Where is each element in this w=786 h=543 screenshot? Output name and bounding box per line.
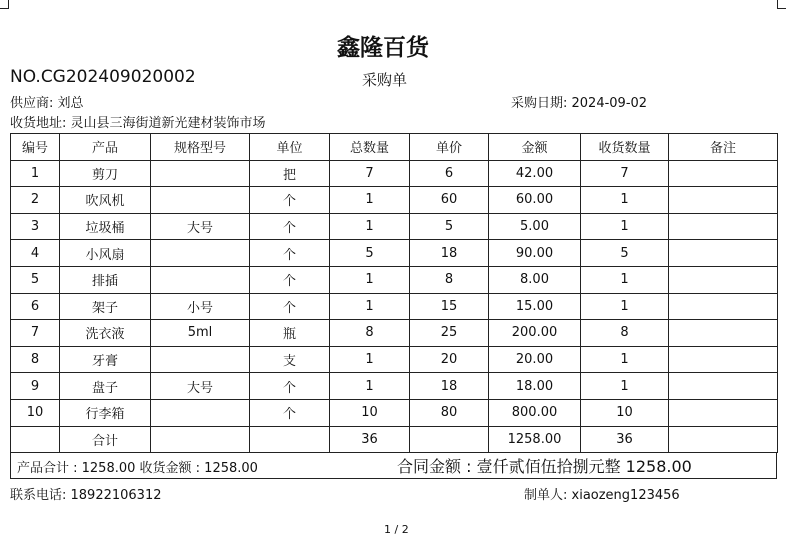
total-cell: 合计 (60, 426, 151, 453)
table-cell: 6 (410, 160, 489, 187)
table-cell: 9 (11, 373, 60, 400)
table-cell: 1 (581, 187, 669, 214)
table-row (11, 240, 778, 267)
table-cell (669, 320, 778, 347)
column-header: 单价 (410, 134, 489, 161)
table-cell: 7 (11, 320, 60, 347)
table-cell: 800.00 (489, 399, 581, 426)
table-cell: 15.00 (489, 293, 581, 320)
table-cell: 行李箱 (60, 399, 151, 426)
total-cell (151, 426, 250, 453)
table-cell: 60 (410, 187, 489, 214)
purchase-items-table (10, 133, 778, 453)
table-cell (151, 266, 250, 293)
table-row (11, 160, 778, 187)
table-cell: 1 (581, 293, 669, 320)
table-cell (669, 373, 778, 400)
page-number: 1 / 2 (384, 523, 409, 536)
table-cell (669, 346, 778, 373)
table-row (11, 399, 778, 426)
table-cell: 个 (250, 399, 330, 426)
prepared-by: 制单人: xiaozeng123456 (524, 488, 680, 503)
table-row (11, 266, 778, 293)
table-cell: 80 (410, 399, 489, 426)
table-cell: 1 (330, 373, 410, 400)
table-cell: 90.00 (489, 240, 581, 267)
column-header: 单位 (250, 134, 330, 161)
table-cell: 个 (250, 266, 330, 293)
total-cell (250, 426, 330, 453)
table-row (11, 320, 778, 347)
table-cell: 个 (250, 293, 330, 320)
table-cell: 15 (410, 293, 489, 320)
table-cell: 20.00 (489, 346, 581, 373)
total-cell: 36 (581, 426, 669, 453)
table-cell (151, 160, 250, 187)
table-cell: 8 (581, 320, 669, 347)
table-cell: 25 (410, 320, 489, 347)
supplier: 供应商: 刘总 (10, 96, 84, 111)
table-cell: 牙膏 (60, 346, 151, 373)
table-row (11, 187, 778, 214)
column-header: 规格型号 (151, 134, 250, 161)
table-cell: 小风扇 (60, 240, 151, 267)
table-cell: 4 (11, 240, 60, 267)
document-type: 采购单 (362, 71, 408, 89)
table-cell: 3 (11, 213, 60, 240)
table-row (11, 293, 778, 320)
table-cell: 个 (250, 240, 330, 267)
table-cell: 盘子 (60, 373, 151, 400)
total-cell: 36 (330, 426, 410, 453)
table-cell: 20 (410, 346, 489, 373)
column-header: 产品 (60, 134, 151, 161)
table-cell: 60.00 (489, 187, 581, 214)
table-cell: 5 (11, 266, 60, 293)
summary-totals: 产品合计 : 1258.00 收货金额 : 1258.00 (17, 461, 258, 476)
table-cell (151, 346, 250, 373)
table-cell: 8 (330, 320, 410, 347)
table-cell: 1 (330, 187, 410, 214)
table-cell: 18.00 (489, 373, 581, 400)
table-cell: 架子 (60, 293, 151, 320)
table-cell: 排插 (60, 266, 151, 293)
table-cell: 垃圾桶 (60, 213, 151, 240)
table-row (11, 346, 778, 373)
table-cell (669, 293, 778, 320)
table-cell: 1 (330, 293, 410, 320)
table-cell: 1 (330, 346, 410, 373)
table-cell: 1 (581, 373, 669, 400)
table-cell: 1 (330, 266, 410, 293)
table-cell (151, 399, 250, 426)
table-cell (151, 187, 250, 214)
table-cell: 5 (581, 240, 669, 267)
table-cell: 5 (330, 240, 410, 267)
column-header: 金额 (489, 134, 581, 161)
table-cell: 200.00 (489, 320, 581, 347)
table-cell: 1 (11, 160, 60, 187)
column-header: 备注 (669, 134, 778, 161)
company-title: 鑫隆百货 (337, 35, 429, 61)
table-cell: 10 (581, 399, 669, 426)
table-cell: 把 (250, 160, 330, 187)
table-cell: 18 (410, 240, 489, 267)
column-header: 编号 (11, 134, 60, 161)
table-cell: 个 (250, 373, 330, 400)
contact-phone: 联系电话: 18922106312 (10, 488, 162, 503)
crop-mark-top-right (777, 0, 786, 9)
table-cell: 8 (410, 266, 489, 293)
table-cell: 个 (250, 187, 330, 214)
table-cell (669, 213, 778, 240)
table-cell: 10 (11, 399, 60, 426)
table-cell (669, 240, 778, 267)
table-cell: 剪刀 (60, 160, 151, 187)
table-cell: 洗衣液 (60, 320, 151, 347)
table-row (11, 213, 778, 240)
total-cell: 1258.00 (489, 426, 581, 453)
column-header: 总数量 (330, 134, 410, 161)
total-cell (669, 426, 778, 453)
table-cell: 1 (581, 346, 669, 373)
table-cell: 10 (330, 399, 410, 426)
table-cell: 6 (11, 293, 60, 320)
table-cell: 大号 (151, 213, 250, 240)
table-cell: 瓶 (250, 320, 330, 347)
table-cell: 42.00 (489, 160, 581, 187)
table-cell: 7 (581, 160, 669, 187)
table-cell: 小号 (151, 293, 250, 320)
table-cell: 5 (410, 213, 489, 240)
table-cell: 8.00 (489, 266, 581, 293)
purchase-date: 采购日期: 2024-09-02 (511, 96, 648, 111)
table-cell: 1 (330, 213, 410, 240)
table-cell (669, 187, 778, 214)
table-row (11, 373, 778, 400)
total-cell (410, 426, 489, 453)
order-number: NO.CG202409020002 (10, 67, 196, 87)
table-cell: 吹风机 (60, 187, 151, 214)
contract-amount: 合同金额 : 壹仟贰佰伍拾捌元整 1258.00 (397, 457, 692, 476)
table-cell: 7 (330, 160, 410, 187)
table-cell: 大号 (151, 373, 250, 400)
table-cell: 5.00 (489, 213, 581, 240)
total-row (11, 426, 778, 453)
table-cell: 支 (250, 346, 330, 373)
delivery-address: 收货地址: 灵山县三海街道新光建材装饰市场 (10, 116, 266, 131)
table-cell (669, 266, 778, 293)
column-header: 收货数量 (581, 134, 669, 161)
crop-mark-top-left (0, 0, 9, 9)
table-cell (151, 240, 250, 267)
table-cell: 个 (250, 213, 330, 240)
table-cell: 2 (11, 187, 60, 214)
table-cell: 5ml (151, 320, 250, 347)
total-cell (11, 426, 60, 453)
table-cell: 18 (410, 373, 489, 400)
table-cell: 1 (581, 213, 669, 240)
table-cell (669, 399, 778, 426)
table-cell: 8 (11, 346, 60, 373)
table-cell (669, 160, 778, 187)
table-cell: 1 (581, 266, 669, 293)
summary-box (10, 452, 777, 479)
table-header-row (11, 134, 778, 161)
table-body (11, 160, 778, 453)
